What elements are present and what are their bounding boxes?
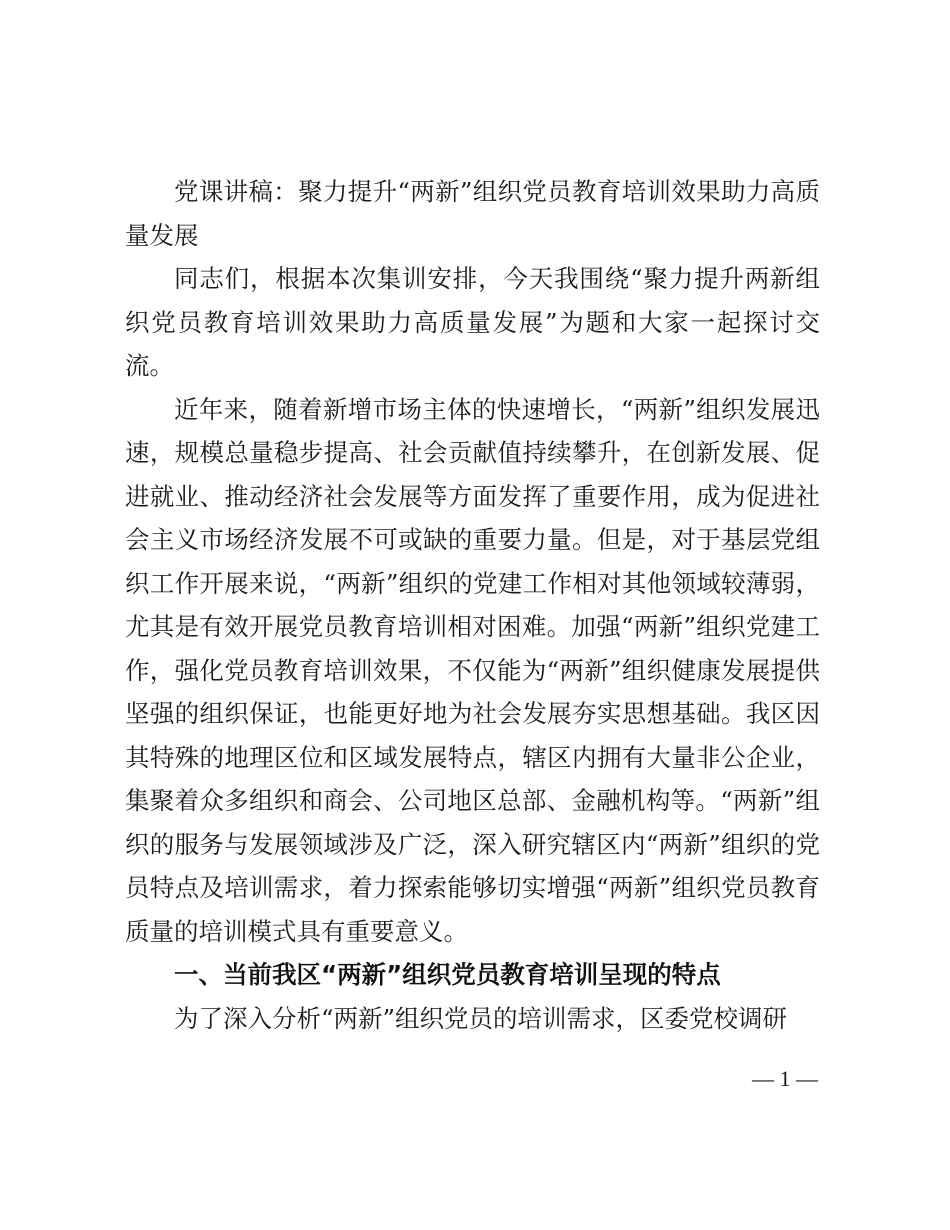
section-heading-1: 一、当前我区“两新”组织党员教育培训呈现的特点	[174, 960, 721, 989]
document-title: 党课讲稿：聚力提升“两新”组织党员教育培训效果助力高质量发展	[125, 177, 820, 250]
paragraph-section-1: 为了深入分析“两新”组织党员的培训需求，区委党校调研	[174, 1003, 788, 1033]
paragraph-greeting: 同志们，根据本次集训安排，今天我围绕“聚力提升两新组织党员教育培训效果助力高质量发展”为题和大家一起探讨交流。	[125, 264, 820, 380]
page-number: — 1 —	[752, 1066, 818, 1091]
document-body	[125, 170, 820, 1040]
paragraph-background: 近年来，随着新增市场主体的快速增长，“两新”组织发展迅速，规模总量稳步提高、社会贡献值持续攀升，在创新发展、促进就业、推动经济社会发展等方面发挥了重要作用，成为促进社会主义市场经济发展不可或缺的重要力量。但是，对于基层党组织工作开展来说，“两新”组织的党建工作相对其他领域较薄弱，尤其是有效开展党员教育培训相对困难。加强“两新”组织党建工作，强化党员教育培训效果，不仅能为“两新”组织健康发展提供坚强的组织保证，也能更好地为社会发展夯实思想基础。我区因其特殊的地理区位和区域发展特点，辖区内拥有大量非公企业，集聚着众多组织和商会、公司地区总部、金融机构等。“两新”组织的服务与发展领域涉及广泛，深入研究辖区内“两新”组织的党员特点及培训需求，着力探索能够切实增强“两新”组织党员教育质量的培训模式具有重要意义。	[125, 394, 820, 946]
